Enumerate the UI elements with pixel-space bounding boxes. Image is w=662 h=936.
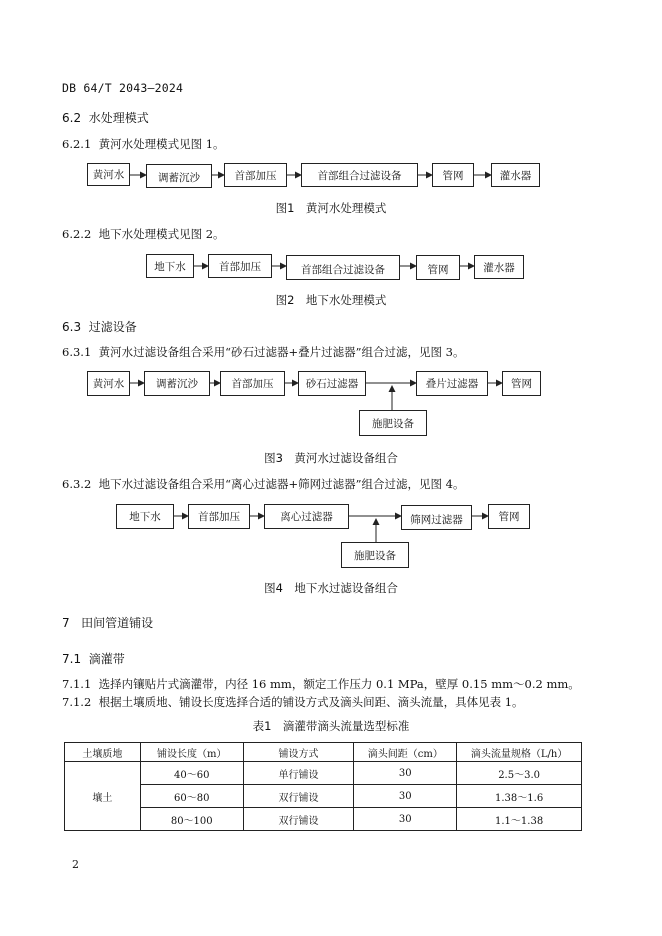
section-title: 田间管道铺设 <box>81 616 154 630</box>
section-number: 7.1 <box>62 652 82 666</box>
table-row <box>65 762 582 785</box>
fig3-box-fertilizer: 施肥设备 <box>359 410 427 436</box>
table-header-cell: 铺设方式 <box>243 743 354 762</box>
section-7-heading <box>62 614 153 631</box>
fig4-box-pressurization: 首部加压 <box>188 504 250 529</box>
table-cell: 30 <box>354 762 457 785</box>
fig3-box-pipe-network: 管网 <box>502 371 541 396</box>
table-cell: 40～60 <box>140 762 243 785</box>
clause-text: 地下水处理模式见图 2。 <box>98 227 225 241</box>
document-id: DB 64/T 2043—2024 <box>62 81 184 95</box>
figure-1-caption: 图1 黄河水处理模式 <box>275 201 387 215</box>
table-cell: 30 <box>354 785 457 808</box>
fig4-box-fertilizer: 施肥设备 <box>341 542 409 568</box>
fig3-box-sedimentation: 调蓄沉沙 <box>144 371 210 396</box>
section-title: 滴灌带 <box>88 652 125 666</box>
fig2-box-groundwater: 地下水 <box>146 254 194 278</box>
figure-2-caption: 图2 地下水处理模式 <box>275 293 387 307</box>
fig1-box-sedimentation: 调蓄沉沙 <box>146 164 212 188</box>
fig1-box-pressurization: 首部加压 <box>224 163 287 187</box>
table-header-cell: 滴头流量规格（L/h） <box>457 743 582 762</box>
table-row <box>65 785 582 808</box>
fig4-box-centrifugal-filter: 离心过滤器 <box>264 504 349 529</box>
table-cell: 双行铺设 <box>243 785 354 808</box>
clause-7-1-2 <box>62 694 524 710</box>
fig2-box-pipe-network: 管网 <box>416 255 460 280</box>
table-header-cell: 滴头间距（cm） <box>354 743 457 762</box>
table-header-cell: 铺设长度（m） <box>140 743 243 762</box>
fig3-box-disc-filter: 叠片过滤器 <box>416 371 488 396</box>
fig1-box-yellow-river-water: 黄河水 <box>87 163 130 186</box>
clause-number: 6.3.2 <box>62 477 92 491</box>
fig4-box-pipe-network: 管网 <box>488 504 530 529</box>
table-cell: 2.5～3.0 <box>457 762 582 785</box>
soil-type-cell: 壤土 <box>65 762 141 831</box>
clause-text: 选择内镶贴片式滴灌带，内径 16 mm，额定工作压力 0.1 MPa，壁厚 0.15 mm～0.2 mm。 <box>98 677 580 691</box>
fig3-box-sand-filter: 砂石过滤器 <box>298 371 366 396</box>
fig3-box-yellow-river-water: 黄河水 <box>87 371 130 396</box>
table-header-row <box>65 743 582 762</box>
figure-3-caption: 图3 黄河水过滤设备组合 <box>264 451 398 465</box>
fig1-box-emitter: 灌水器 <box>491 163 540 187</box>
section-title: 过滤设备 <box>88 320 137 334</box>
section-7-1-heading <box>62 650 125 667</box>
fig3-box-pressurization: 首部加压 <box>220 371 285 396</box>
page-number: 2 <box>72 858 79 871</box>
fig4-box-screen-filter: 筛网过滤器 <box>401 505 472 530</box>
table-1-caption: 表1 滴灌带滴头流量选型标准 <box>252 719 410 733</box>
fig2-box-combined-filter: 首部组合过滤设备 <box>286 255 400 280</box>
clause-text: 黄河水处理模式见图 1。 <box>98 137 225 151</box>
fig1-box-combined-filter: 首部组合过滤设备 <box>301 163 418 187</box>
table-1 <box>64 742 582 831</box>
clause-number: 7.1.1 <box>62 677 92 691</box>
fig2-box-pressurization: 首部加压 <box>208 254 272 278</box>
figure-4-caption: 图4 地下水过滤设备组合 <box>264 581 398 595</box>
section-title: 水处理模式 <box>88 111 149 125</box>
clause-text: 地下水过滤设备组合采用“离心过滤器+筛网过滤器”组合过滤，见图 4。 <box>98 477 465 491</box>
table-cell: 80～100 <box>140 808 243 831</box>
fig4-box-groundwater: 地下水 <box>116 504 174 529</box>
table-header-cell: 土壤质地 <box>65 743 141 762</box>
clause-number: 6.2.1 <box>62 137 92 151</box>
table-cell: 单行铺设 <box>243 762 354 785</box>
clause-text: 根据土壤质地、铺设长度选择合适的铺设方式及滴头间距、滴头流量，具体见表 1。 <box>98 695 524 709</box>
section-number: 6.2 <box>62 111 82 125</box>
table-cell: 30 <box>354 808 457 831</box>
table-row <box>65 808 582 831</box>
fig1-box-pipe-network: 管网 <box>432 163 474 187</box>
table-cell: 双行铺设 <box>243 808 354 831</box>
clause-number: 7.1.2 <box>62 695 92 709</box>
clause-number: 6.2.2 <box>62 227 92 241</box>
clause-number: 6.3.1 <box>62 345 92 359</box>
table-cell: 1.38～1.6 <box>457 785 582 808</box>
clause-7-1-1 <box>62 676 580 692</box>
clause-text: 黄河水过滤设备组合采用“砂石过滤器+叠片过滤器”组合过滤，见图 3。 <box>98 345 465 359</box>
fig2-box-emitter: 灌水器 <box>474 255 524 279</box>
table-cell: 1.1～1.38 <box>457 808 582 831</box>
table-cell: 60～80 <box>140 785 243 808</box>
section-number: 7 <box>62 616 70 630</box>
section-number: 6.3 <box>62 320 82 334</box>
